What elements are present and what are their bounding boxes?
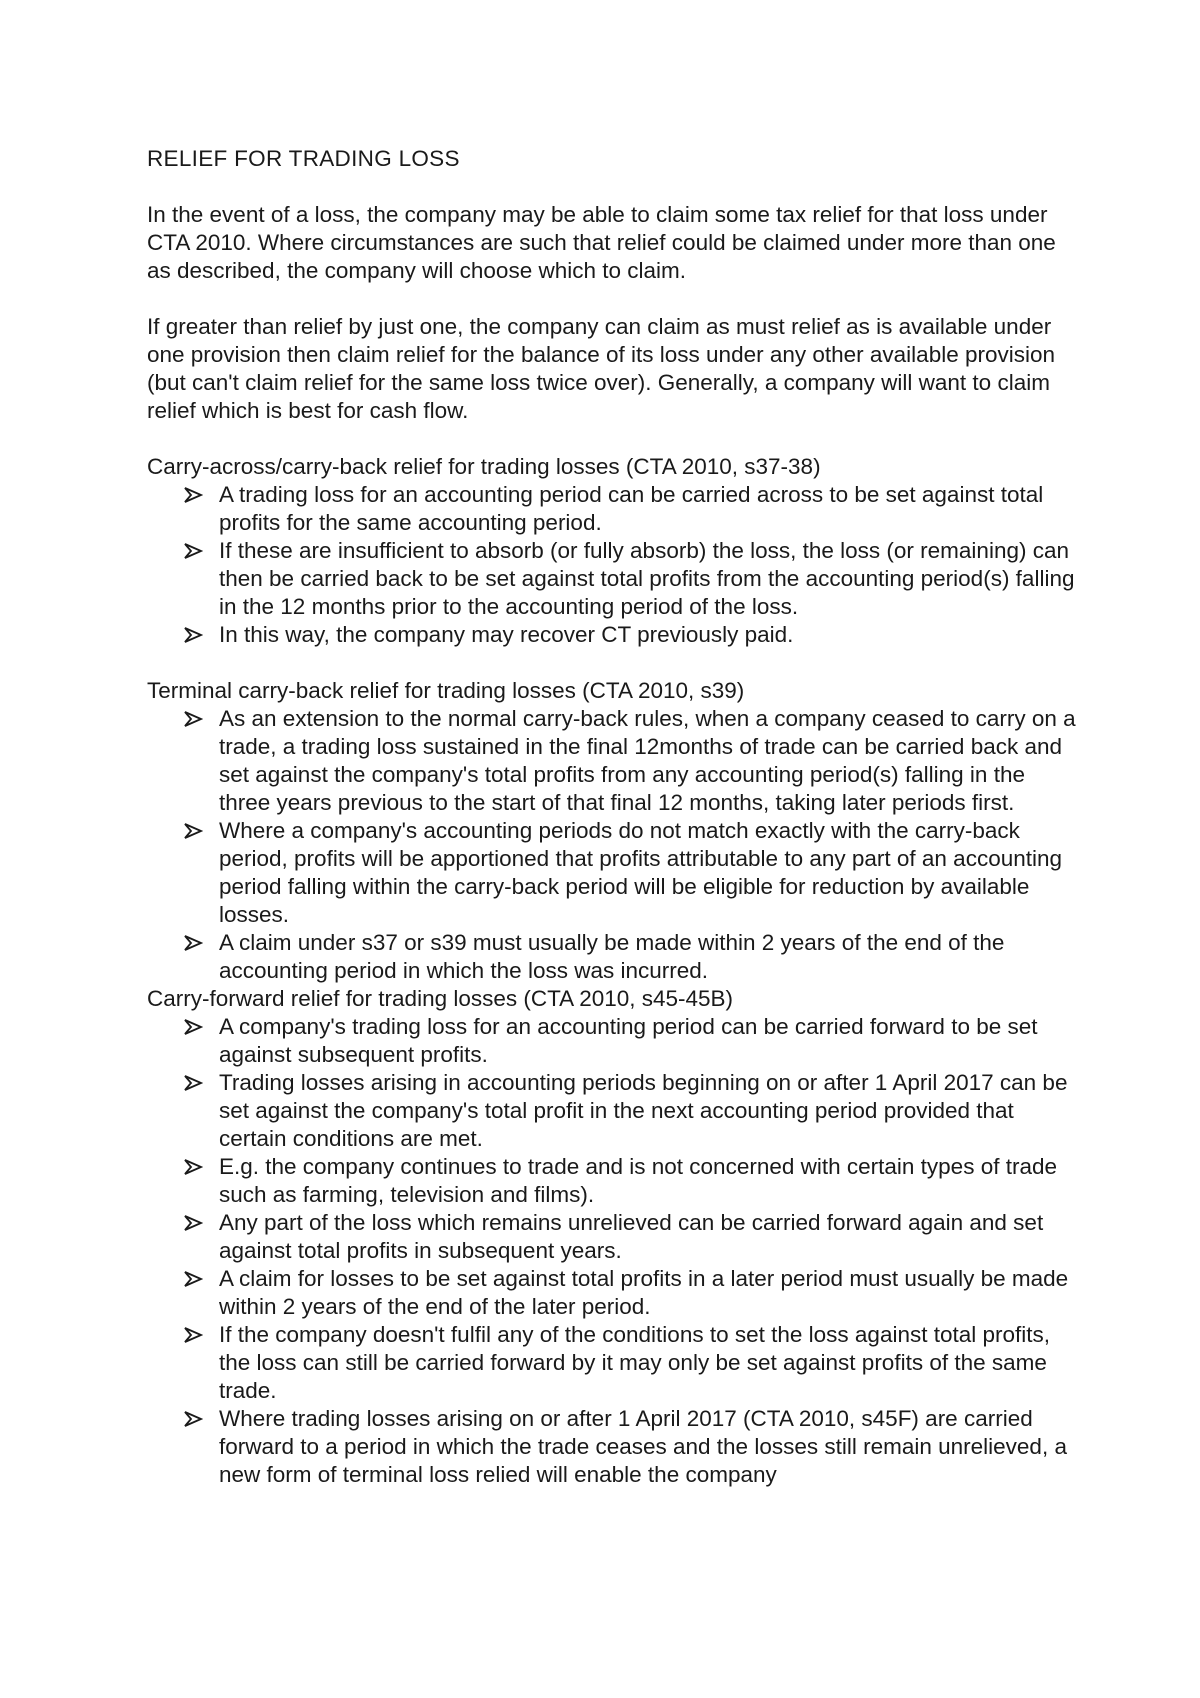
section-carry-across [147,453,1077,649]
section-heading: Terminal carry-back relief for trading losses (CTA 2010, s39) [147,678,745,703]
list-item-text: As an extension to the normal carry-back rules, when a company ceased to carry on a trade, a trading loss sustained in the final 12months of trade can be carried back and set against the company's total profits from any accounting period(s) falling in the three years previous to the start of that final 12 months, taking later periods first. [219,706,1076,815]
bullet-list [147,1013,1077,1489]
list-item-text: A trading loss for an accounting period can be carried across to be set against total profits for the same accounting period. [219,482,1044,535]
arrowhead-bullet-icon [183,1209,205,1237]
list-item [147,1405,1077,1489]
list-item-text: In this way, the company may recover CT previously paid. [219,622,794,647]
list-item-text: A claim for losses to be set against total profits in a later period must usually be made within 2 years of the end of the later period. [219,1266,1069,1319]
section-heading: Carry-forward relief for trading losses (CTA 2010, s45-45B) [147,986,734,1011]
arrowhead-bullet-icon [183,705,205,733]
list-item-text: Any part of the loss which remains unrelieved can be carried forward again and set against total profits in subsequent years. [219,1210,1044,1263]
section-heading: Carry-across/carry-back relief for trading losses (CTA 2010, s37-38) [147,454,821,479]
arrowhead-bullet-icon [183,1265,205,1293]
arrowhead-bullet-icon [183,1405,205,1433]
arrowhead-bullet-icon [183,537,205,565]
list-item [147,1153,1077,1209]
list-item-text: Trading losses arising in accounting periods beginning on or after 1 April 2017 can be set against the company's total profit in the next accounting period provided that certain conditions are met. [219,1070,1068,1151]
document-body [147,145,1077,1489]
section-carry-forward [147,985,1077,1489]
arrowhead-bullet-icon [183,1013,205,1041]
list-item [147,1209,1077,1265]
arrowhead-bullet-icon [183,621,205,649]
arrowhead-bullet-icon [183,1321,205,1349]
arrowhead-bullet-icon [183,481,205,509]
list-item [147,817,1077,929]
arrowhead-bullet-icon [183,1153,205,1181]
list-item [147,1265,1077,1321]
arrowhead-bullet-icon [183,929,205,957]
list-item [147,621,1077,649]
bullet-list [147,481,1077,649]
list-item-text: A company's trading loss for an accounting period can be carried forward to be set against subsequent profits. [219,1014,1038,1067]
section-terminal-carry-back [147,677,1077,985]
list-item [147,1069,1077,1153]
section-spacer [147,649,1077,677]
list-item-text: A claim under s37 or s39 must usually be made within 2 years of the end of the accounting period in which the loss was incurred. [219,930,1005,983]
relief-paragraph: If greater than relief by just one, the company can claim as must relief as is available under one provision then claim relief for the balance of its loss under any other available provision (but can't claim relief for the same loss twice over). Generally, a company will want to claim relief which is best for cash flow. [147,314,1056,423]
list-item-text: Where trading losses arising on or after 1 April 2017 (CTA 2010, s45F) are carried forward to a period in which the trade ceases and the losses still remain unrelieved, a new form of terminal loss relied will enable the company [219,1406,1067,1487]
list-item [147,537,1077,621]
document-title: RELIEF FOR TRADING LOSS [147,146,460,171]
list-item [147,481,1077,537]
arrowhead-bullet-icon [183,817,205,845]
list-item-text: If the company doesn't fulfil any of the conditions to set the loss against total profits, the loss can still be carried forward by it may only be set against profits of the same trade. [219,1322,1051,1403]
intro-paragraph: In the event of a loss, the company may be able to claim some tax relief for that loss under CTA 2010. Where circumstances are such that relief could be claimed under more than one as described, the company will choose which to claim. [147,202,1056,283]
list-item [147,1013,1077,1069]
list-item-text: Where a company's accounting periods do not match exactly with the carry-back period, profits will be apportioned that profits attributable to any part of an accounting period falling within the carry-back period will be eligible for reduction by available losses. [219,818,1063,927]
list-item-text: If these are insufficient to absorb (or fully absorb) the loss, the loss (or remaining) can then be carried back to be set against total profits from the accounting period(s) falling in the 12 months prior to the accounting period of the loss. [219,538,1075,619]
list-item [147,929,1077,985]
list-item-text: E.g. the company continues to trade and is not concerned with certain types of trade such as farming, television and films). [219,1154,1057,1207]
bullet-list [147,705,1077,985]
arrowhead-bullet-icon [183,1069,205,1097]
list-item [147,1321,1077,1405]
list-item [147,705,1077,817]
